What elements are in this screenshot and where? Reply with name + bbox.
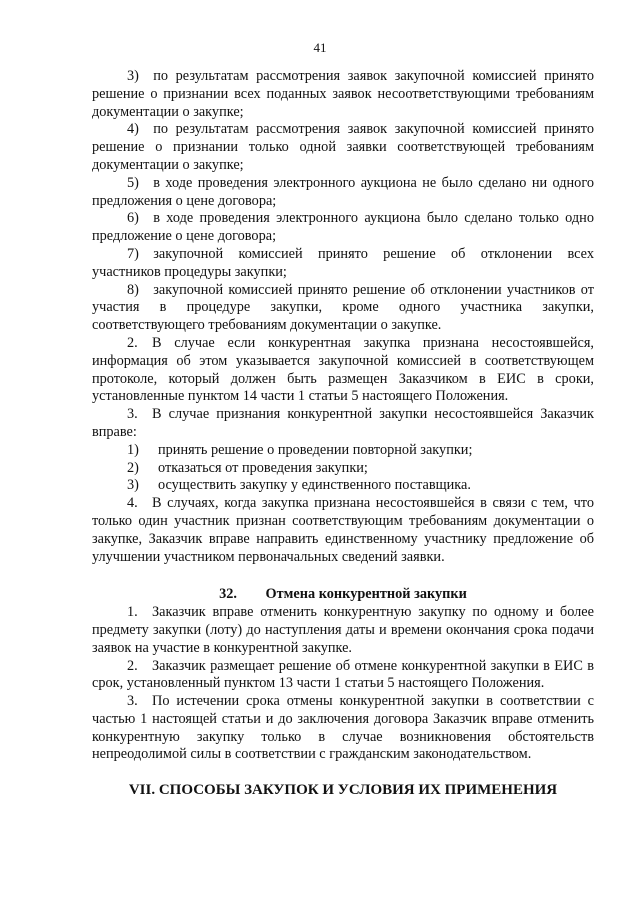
option-text: отказаться от проведения закупки; [158,459,368,476]
option-item-1 [92,442,594,460]
paragraph-item-3: 3) по результатам рассмотрения заявок закупочной комиссией принято решение о признании всех поданных заявок несоответствующими требованиям документации о закупке; [92,68,594,120]
option-text: осуществить закупку у единственного поставщика. [158,477,471,494]
section-32-paragraph-3: 3. По истечении срока отмены конкурентной закупки в соответствии с частью 1 настоящей статьи и до заключения договора Заказчик вправе отменить конкурентную закупку только в случае возникновения обстоятельств непреодолимой силы в соответствии с гражданским законодательством. [92,693,594,763]
paragraph-clause-2: 2. В случае если конкурентная закупка признана несостоявшейся, информация об этом указывается закупочной комиссией в соответствующем протоколе, который должен быть размещен Заказчиком в ЕИС в сроки, установленные пунктом 14 части 1 статьи 5 настоящего Положения. [92,334,594,405]
section-32-paragraph-1: 1. Заказчик вправе отменить конкурентную закупку по одному и более предмету закупки (лоту) до наступления даты и времени окончания срока подачи заявок на участие в конкурентной закупке. [92,604,594,656]
section-32-paragraph-2: 2. Заказчик размещает решение об отмене конкурентной закупки в ЕИС в срок, установленный пунктом 13 части 1 статьи 5 настоящего Положения. [92,657,594,692]
option-number: 3) [127,477,139,494]
paragraph-item-6: 6) в ходе проведения электронного аукциона было сделано только одно предложение о цене договора; [92,210,594,245]
option-text: принять решение о проведении повторной закупки; [158,441,473,458]
option-number: 2) [127,459,139,476]
paragraph-clause-4: 4. В случаях, когда закупка признана несостоявшейся в связи с тем, что только один участник признан соответствующим требованиям документации о закупке, Заказчик вправе направить единственному участнику предложение об улучшении участником первоначальных сведений заявки. [92,495,594,565]
page-number: 41 [313,40,327,55]
chapter-heading: VII. СПОСОБЫ ЗАКУПОК И УСЛОВИЯ ИХ ПРИМЕНЕНИЯ [128,782,558,799]
option-item-2 [92,460,594,478]
document-body [92,68,594,800]
paragraph-item-5: 5) в ходе проведения электронного аукциона не было сделано ни одного предложения о цене договора; [92,174,594,209]
paragraph-item-4: 4) по результатам рассмотрения заявок закупочной комиссией принято решение о признании только одной заявки соответствующей требованиям документации о закупке; [92,121,594,173]
paragraph-item-8: 8) закупочной комиссией принято решение об отклонении участников от участия в процедуре закупки, кроме одного участника закупки, соответствующего требованиям документации о закупке. [92,281,594,334]
paragraph-clause-3: 3. В случае признания конкурентной закупки несостоявшейся Заказчик вправе: [92,406,594,440]
section-32-heading: 32. Отмена конкурентной закупки [219,586,467,603]
paragraph-item-7: 7) закупочной комиссией принято решение об отклонении всех участников процедуры закупки; [92,245,594,280]
option-number: 1) [127,441,139,458]
option-item-3 [92,477,594,495]
